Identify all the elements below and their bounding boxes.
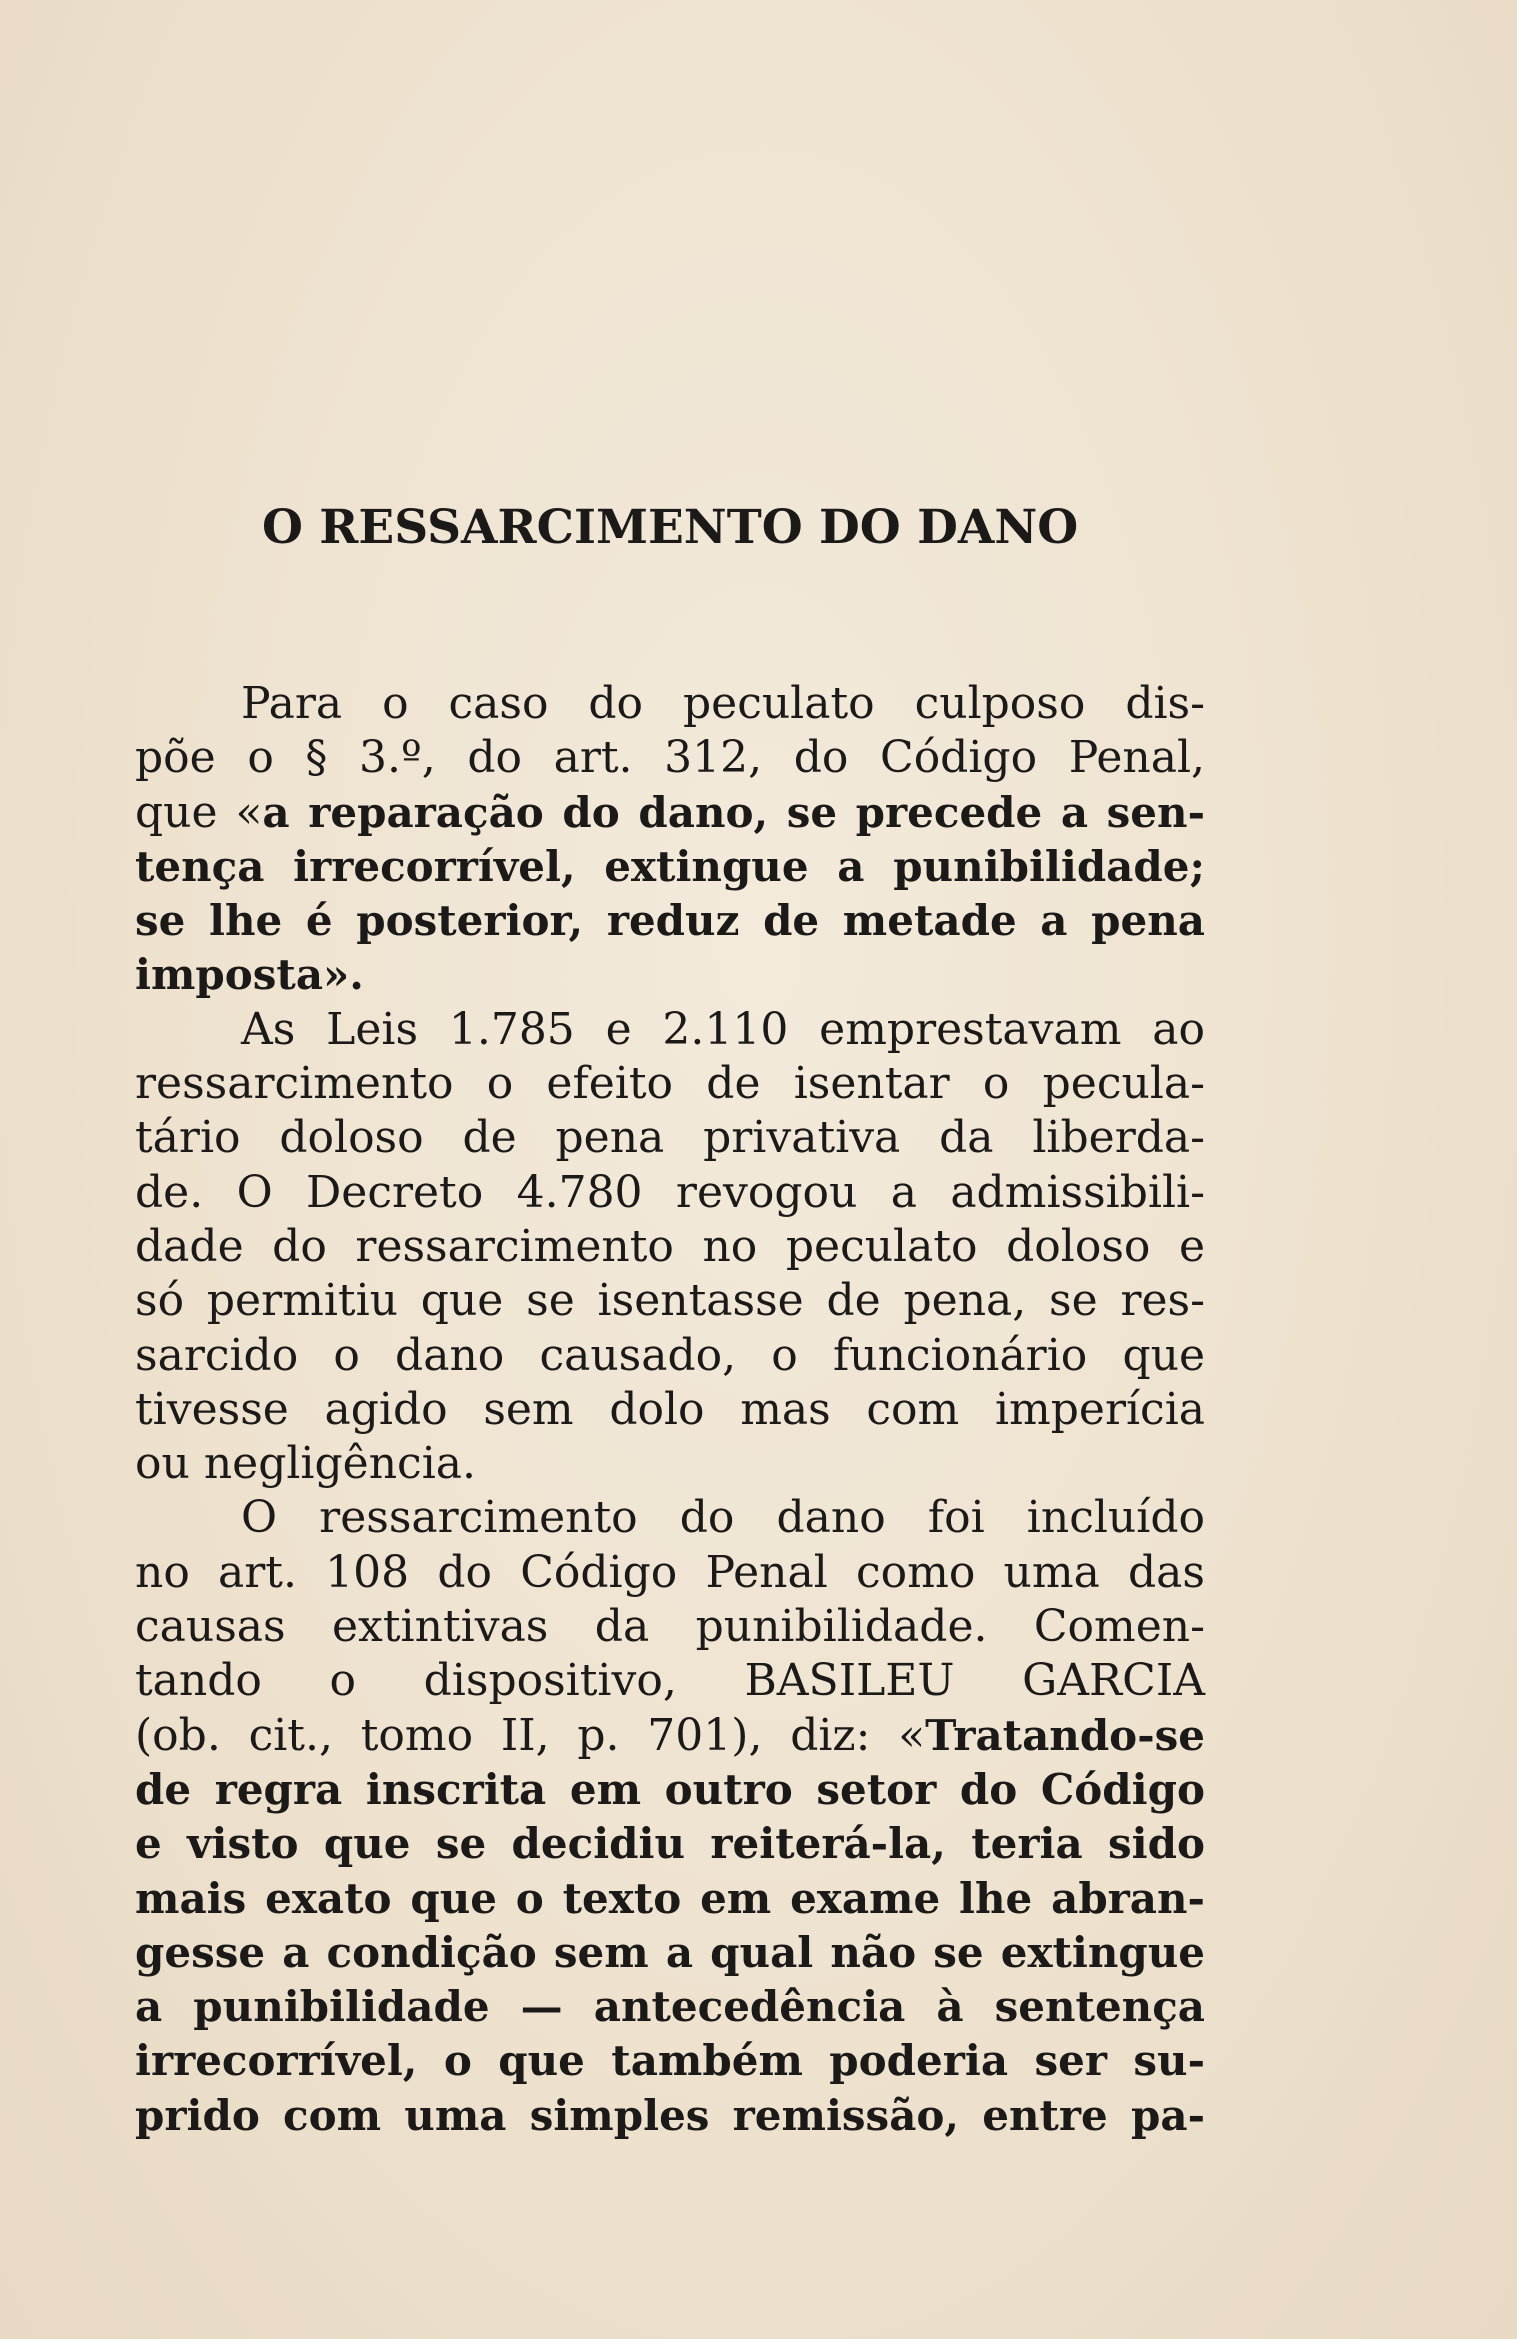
- text-line: [135, 1709, 1205, 1763]
- text-line: sarcido o dano causado, o funcionário que: [135, 1329, 1205, 1381]
- chapter-heading: O RESSARCIMENTO DO DANO: [262, 500, 1079, 555]
- text-line: no art. 108 do Código Penal como uma das: [135, 1546, 1205, 1598]
- text-line: de. O Decreto 4.780 revogou a admissibili-: [135, 1166, 1205, 1218]
- paragraph-2: [135, 1003, 1205, 1492]
- text-line: tário doloso de pena privativa da liberda-: [135, 1112, 1205, 1164]
- line-lead: que «: [135, 786, 263, 838]
- quoted-text: a reparação do dano, se precede a sen-: [262, 787, 1205, 837]
- quoted-line: imposta».: [135, 950, 364, 1000]
- paragraph-1: [135, 677, 1205, 1003]
- text-line: ou negligência.: [135, 1438, 476, 1490]
- quoted-line: gesse a condição sem a qual não se extingue: [135, 1927, 1205, 1977]
- text-line: ressarcimento o efeito de isentar o pecula-: [135, 1058, 1205, 1110]
- text-line: causas extintivas da punibilidade. Comen-: [135, 1601, 1205, 1653]
- quoted-line: irrecorrível, o que também poderia ser su-: [135, 2036, 1205, 2086]
- quoted-line: a punibilidade — antecedência à sentença: [135, 1982, 1205, 2032]
- text-line: Para o caso do peculato culposo dis-: [241, 678, 1205, 729]
- text-line: só permitiu que se isentasse de pena, se res-: [135, 1275, 1205, 1327]
- quoted-line: se lhe é posterior, reduz de metade a pena: [135, 896, 1205, 946]
- text-line: dade do ressarcimento no peculato doloso e: [135, 1220, 1205, 1272]
- quoted-line: mais exato que o texto em exame lhe abran-: [135, 1873, 1205, 1923]
- quoted-line: e visto que se decidiu reiterá-la, teria sido: [135, 1819, 1205, 1869]
- text-line: O ressarcimento do dano foi incluído: [241, 1492, 1205, 1544]
- quoted-line: de regra inscrita em outro setor do Código: [135, 1764, 1205, 1814]
- text-line: põe o § 3.º, do art. 312, do Código Penal,: [135, 732, 1205, 784]
- body-text: [135, 677, 1205, 2143]
- text-line: tando o dispositivo, BASILEU GARCIA: [135, 1655, 1205, 1707]
- quoted-text: Tratando-se: [925, 1710, 1205, 1760]
- text-line: [135, 786, 1205, 840]
- quoted-line: prido com uma simples remissão, entre pa-: [135, 2090, 1205, 2140]
- text-line: tivesse agido sem dolo mas com imperícia: [135, 1383, 1205, 1435]
- quoted-line: tença irrecorrível, extingue a punibilidade;: [135, 841, 1205, 891]
- paragraph-3: [135, 1491, 1205, 2143]
- text-line: As Leis 1.785 e 2.110 emprestavam ao: [241, 1003, 1205, 1055]
- line-lead: (ob. cit., tomo II, p. 701), diz: «: [135, 1709, 926, 1761]
